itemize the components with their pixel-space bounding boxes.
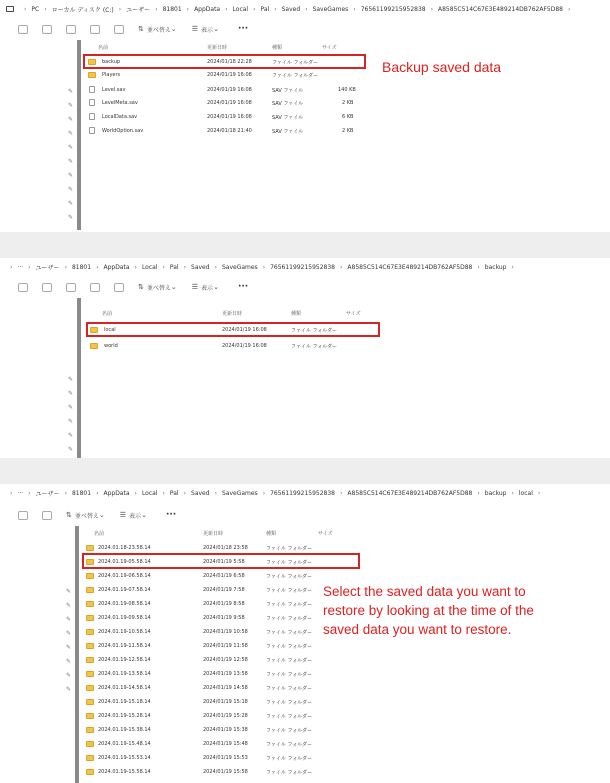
- share-icon[interactable]: [90, 25, 100, 34]
- chevron-right-icon: ›: [28, 263, 31, 271]
- column-headers: [84, 42, 374, 54]
- sort-label: 並べ替え: [146, 26, 171, 34]
- file-type: ファイル フォルダー: [266, 630, 313, 636]
- file-row[interactable]: [80, 668, 360, 681]
- file-date: 2024/01/19 6:58: [203, 573, 245, 579]
- breadcrumb-steamid[interactable]: 76561199215952838: [270, 263, 335, 271]
- file-date: 2024/01/19 16:08: [207, 72, 252, 78]
- breadcrumb-saved[interactable]: Saved: [191, 489, 210, 497]
- pin-icon: ✎: [68, 116, 74, 123]
- highlight-box: [82, 553, 360, 569]
- column-date[interactable]: 更新日時: [207, 45, 228, 51]
- file-date: 2024/01/19 16:08: [207, 87, 252, 93]
- pin-icon: ✎: [66, 658, 72, 665]
- column-name[interactable]: 名前: [94, 531, 105, 537]
- address-bar[interactable]: [0, 258, 610, 276]
- chevron-down-icon: ⌄: [170, 283, 177, 291]
- file-name: 2024.01.19-06.58.14: [98, 573, 151, 579]
- file-name: 2024.01.19-15.48.14: [98, 741, 151, 747]
- view-button[interactable]: [120, 511, 150, 520]
- file-date: 2024/01/19 15:58: [203, 769, 248, 775]
- breadcrumb-user[interactable]: 81801: [162, 5, 182, 13]
- explorer-panel-backup: [0, 258, 610, 458]
- file-date: 2024/01/19 10:58: [203, 629, 248, 635]
- file-type: ファイル フォルダー: [266, 742, 313, 748]
- breadcrumb-steamid[interactable]: 76561199215952838: [360, 5, 426, 13]
- file-name: Players: [102, 72, 121, 78]
- file-date: 2024/01/19 8:58: [203, 601, 245, 607]
- breadcrumb-overflow[interactable]: ···: [17, 263, 24, 271]
- pin-icon: ✎: [68, 214, 74, 221]
- sort-icon: ⇅: [138, 25, 144, 33]
- breadcrumb-backup[interactable]: backup: [484, 263, 507, 271]
- file-row[interactable]: [80, 710, 360, 723]
- cut-icon[interactable]: [18, 25, 28, 34]
- column-date[interactable]: 更新日時: [203, 531, 224, 537]
- file-icon: [89, 113, 95, 120]
- column-size[interactable]: サイズ: [346, 311, 361, 317]
- column-headers: [84, 308, 384, 320]
- column-name[interactable]: 名前: [98, 45, 109, 51]
- folder-icon: [86, 545, 94, 551]
- file-type: ファイル フォルダー: [266, 588, 313, 594]
- sort-button[interactable]: [138, 283, 180, 292]
- file-type: ファイル フォルダー: [266, 574, 313, 580]
- pin-icon: ✎: [66, 672, 72, 679]
- file-row[interactable]: [80, 640, 360, 653]
- breadcrumb-savegames[interactable]: SaveGames: [221, 489, 258, 497]
- file-date: 2024/01/19 15:18: [203, 699, 248, 705]
- file-type: ファイル フォルダー: [266, 560, 313, 566]
- file-type: ファイル フォルダー: [266, 658, 313, 664]
- pc-icon: [6, 6, 14, 12]
- pin-icon: ✎: [68, 376, 74, 383]
- file-type: ファイル フォルダー: [266, 686, 313, 692]
- file-row[interactable]: [84, 340, 384, 353]
- file-name: world: [104, 343, 118, 349]
- pin-icon: ✎: [66, 588, 72, 595]
- breadcrumb-overflow[interactable]: ···: [17, 489, 24, 497]
- annotation-backup: Backup saved data: [382, 59, 502, 75]
- breadcrumb-saved[interactable]: Saved: [191, 263, 210, 271]
- file-type: SAV ファイル: [272, 129, 304, 135]
- file-type: ファイル フォルダー: [266, 546, 313, 552]
- file-date: 2024/01/19 16:08: [207, 100, 252, 106]
- more-button[interactable]: ···: [237, 24, 249, 34]
- breadcrumb-savegames[interactable]: SaveGames: [221, 263, 258, 271]
- view-label: 表示: [129, 512, 142, 520]
- file-date: 2024/01/19 15:48: [203, 741, 248, 747]
- file-row[interactable]: [80, 724, 360, 737]
- file-row[interactable]: [80, 598, 360, 611]
- pin-icon: ✎: [68, 432, 74, 439]
- navigation-pane[interactable]: [0, 40, 76, 232]
- folder-icon: [86, 587, 94, 593]
- folder-icon: [86, 573, 94, 579]
- file-date: 2024/01/19 15:38: [203, 727, 248, 733]
- folder-icon: [86, 657, 94, 663]
- file-name: 2024.01.19-12.58.14: [98, 657, 151, 663]
- file-type: ファイル フォルダー: [272, 60, 319, 66]
- folder-icon: [86, 629, 94, 635]
- file-type: SAV ファイル: [272, 88, 304, 94]
- chevron-down-icon: ⌄: [213, 283, 219, 291]
- file-row[interactable]: [80, 626, 360, 639]
- folder-icon: [86, 601, 94, 607]
- file-icon: [89, 86, 95, 93]
- view-button[interactable]: [192, 25, 222, 34]
- breadcrumb-appdata[interactable]: AppData: [103, 263, 130, 271]
- folder-icon: [86, 769, 94, 775]
- breadcrumb-user[interactable]: 81801: [71, 263, 92, 271]
- sort-icon: ⇅: [138, 283, 144, 291]
- annotation-line: saved data you want to restore.: [323, 622, 512, 637]
- file-name: local: [104, 327, 116, 333]
- column-size[interactable]: サイズ: [318, 531, 333, 537]
- address-bar[interactable]: [0, 0, 610, 18]
- folder-icon: [86, 643, 94, 649]
- pin-icon: ✎: [68, 130, 74, 137]
- file-name: 2024.01.19-08.58.14: [98, 601, 151, 607]
- breadcrumb-worldid[interactable]: A8585C514C67E3E489214DB762AF5D88: [438, 5, 563, 13]
- column-date[interactable]: 更新日時: [222, 311, 243, 317]
- file-name: 2024.01.19-14.58.14: [98, 685, 151, 691]
- copy-icon[interactable]: [18, 511, 28, 520]
- column-type[interactable]: 種類: [266, 531, 277, 537]
- file-date: 2024/01/19 7:58: [203, 587, 245, 593]
- separator: [0, 232, 610, 258]
- pane-splitter[interactable]: [77, 298, 81, 458]
- file-type: ファイル フォルダー: [266, 714, 313, 720]
- file-type: ファイル フォルダー: [272, 73, 319, 79]
- chevron-right-icon: ›: [183, 263, 187, 271]
- breadcrumb-local-disk[interactable]: ローカル ディスク (C:): [51, 6, 114, 14]
- pin-icon: ✎: [66, 644, 72, 651]
- file-type: ファイル フォルダー: [266, 728, 313, 734]
- pin-icon: ✎: [68, 200, 74, 207]
- chevron-right-icon: ›: [430, 5, 433, 13]
- file-name: 2024.01.19-07.58.14: [98, 587, 151, 593]
- file-row[interactable]: [84, 84, 374, 97]
- file-name: 2024.01.19-15.58.14: [98, 769, 151, 775]
- toolbar: [0, 18, 610, 40]
- more-button[interactable]: ···: [237, 282, 249, 292]
- chevron-right-icon: ›: [340, 263, 343, 271]
- chevron-right-icon: ›: [96, 489, 99, 497]
- file-row[interactable]: [80, 682, 360, 695]
- chevron-right-icon: ›: [162, 263, 165, 271]
- delete-icon[interactable]: [114, 283, 124, 292]
- chevron-right-icon: ›: [44, 5, 47, 13]
- file-type: ファイル フォルダー: [266, 644, 313, 650]
- breadcrumb-steamid[interactable]: 76561199215952838: [270, 489, 335, 497]
- chevron-right-icon: ›: [511, 489, 514, 497]
- paste-icon[interactable]: [66, 283, 76, 292]
- file-name: 2024.01.18-23.58.14: [98, 545, 151, 551]
- file-date: 2024/01/19 12:58: [203, 657, 248, 663]
- file-date: 2024/01/19 15:28: [203, 713, 248, 719]
- file-row[interactable]: [80, 654, 360, 667]
- highlight-box: [83, 54, 366, 69]
- folder-icon: [86, 727, 94, 733]
- file-row[interactable]: [80, 584, 360, 597]
- chevron-right-icon: ›: [353, 5, 356, 13]
- explorer-panel-local: [0, 484, 610, 783]
- chevron-right-icon: ›: [64, 489, 67, 497]
- breadcrumb-users[interactable]: ユーザー: [35, 490, 60, 498]
- toolbar: [0, 276, 610, 298]
- file-row[interactable]: [84, 111, 374, 124]
- file-type: ファイル フォルダー: [266, 770, 313, 776]
- file-date: 2024/01/19 14:58: [203, 685, 248, 691]
- chevron-right-icon: ›: [28, 489, 31, 497]
- pin-icon: ✎: [68, 102, 74, 109]
- file-date: 2024/01/19 16:08: [222, 327, 267, 333]
- sort-button[interactable]: [66, 511, 108, 520]
- breadcrumb-savegames[interactable]: SaveGames: [312, 5, 349, 13]
- file-date: 2024/01/19 16:08: [222, 343, 267, 349]
- delete-icon[interactable]: [114, 25, 124, 34]
- file-name: WorldOption.sav: [102, 128, 144, 134]
- navigation-pane[interactable]: [0, 298, 76, 458]
- chevron-right-icon: ›: [340, 489, 343, 497]
- chevron-right-icon: ›: [511, 263, 514, 271]
- column-type[interactable]: 種類: [272, 45, 283, 51]
- file-type: ファイル フォルダー: [291, 328, 338, 334]
- folder-icon: [86, 741, 94, 747]
- file-date: 2024/01/19 5:58: [203, 559, 245, 565]
- file-date: 2024/01/18 22:28: [207, 59, 252, 65]
- share-icon[interactable]: [90, 283, 100, 292]
- folder-icon: [86, 671, 94, 677]
- chevron-right-icon: ›: [262, 263, 266, 271]
- sort-label: 並べ替え: [146, 284, 171, 292]
- chevron-right-icon: ›: [118, 5, 122, 13]
- breadcrumb-local[interactable]: Local: [141, 263, 158, 271]
- view-label: 表示: [201, 26, 214, 34]
- file-type: ファイル フォルダー: [266, 672, 313, 678]
- navigation-pane[interactable]: [0, 526, 76, 783]
- chevron-right-icon: ›: [24, 5, 27, 13]
- sort-button[interactable]: [138, 25, 180, 34]
- copy-icon[interactable]: [42, 25, 52, 34]
- chevron-right-icon: ›: [225, 5, 228, 13]
- delete-icon[interactable]: [42, 511, 52, 520]
- file-row[interactable]: [80, 752, 360, 765]
- file-name: 2024.01.19-15.18.14: [98, 699, 151, 705]
- file-size: 2 KB: [342, 128, 354, 134]
- breadcrumb-pc[interactable]: PC: [31, 5, 40, 13]
- breadcrumb-appdata[interactable]: AppData: [194, 5, 221, 13]
- more-button[interactable]: ···: [165, 510, 177, 520]
- chevron-right-icon: ›: [134, 263, 137, 271]
- breadcrumb-local[interactable]: Local: [141, 489, 158, 497]
- annotation-restore: [323, 582, 534, 639]
- chevron-right-icon: ›: [253, 5, 256, 13]
- file-type: ファイル フォルダー: [266, 602, 313, 608]
- view-icon: ☰: [191, 25, 199, 33]
- file-icon: [89, 127, 95, 134]
- file-name: backup: [102, 59, 121, 65]
- pin-icon: ✎: [68, 158, 74, 165]
- address-bar[interactable]: [0, 484, 610, 502]
- file-type: ファイル フォルダー: [266, 616, 313, 622]
- pane-splitter[interactable]: [77, 40, 81, 230]
- chevron-right-icon: ›: [10, 263, 13, 271]
- file-type: ファイル フォルダー: [291, 344, 338, 350]
- breadcrumb-worldid[interactable]: A8585C514C67E3E489214DB762AF5D88: [347, 263, 473, 271]
- file-name: 2024.01.19-10.58.14: [98, 629, 151, 635]
- pin-icon: ✎: [68, 404, 74, 411]
- breadcrumb-user[interactable]: 81801: [71, 489, 92, 497]
- separator: [0, 458, 610, 484]
- file-date: 2024/01/18 23:58: [203, 545, 248, 551]
- chevron-right-icon: ›: [162, 489, 165, 497]
- file-row[interactable]: [80, 612, 360, 625]
- chevron-right-icon: ›: [155, 5, 158, 13]
- pin-icon: ✎: [68, 186, 74, 193]
- file-name: LocalData.sav: [102, 114, 138, 120]
- column-name[interactable]: 名前: [102, 311, 113, 317]
- pin-icon: ✎: [68, 390, 74, 397]
- file-date: 2024/01/19 16:08: [207, 114, 252, 120]
- annotation-line: restore by looking at the time of the: [323, 603, 534, 618]
- column-headers: [80, 528, 360, 540]
- chevron-right-icon: ›: [477, 263, 480, 271]
- file-row[interactable]: [84, 125, 374, 138]
- folder-icon: [86, 755, 94, 761]
- file-type: SAV ファイル: [272, 101, 304, 107]
- chevron-down-icon: ⌄: [141, 511, 147, 519]
- pin-icon: ✎: [66, 686, 72, 693]
- pin-icon: ✎: [68, 418, 74, 425]
- breadcrumb-local[interactable]: Local: [232, 5, 249, 13]
- file-icon: [89, 99, 95, 106]
- chevron-down-icon: ⌄: [170, 25, 177, 33]
- file-row[interactable]: [80, 738, 360, 751]
- file-name: 2024.01.19-09.58.14: [98, 615, 151, 621]
- file-name: 2024.01.19-05.58.14: [98, 559, 151, 565]
- pin-icon: ✎: [68, 88, 74, 95]
- file-row[interactable]: [80, 766, 360, 779]
- folder-icon: [86, 685, 94, 691]
- chevron-right-icon: ›: [477, 489, 480, 497]
- annotation-line: Select the saved data you want to: [323, 584, 526, 599]
- file-row[interactable]: [84, 69, 374, 82]
- pin-icon: ✎: [68, 446, 74, 453]
- file-row[interactable]: [80, 570, 360, 583]
- view-icon: ☰: [119, 511, 127, 519]
- pane-splitter[interactable]: [75, 526, 79, 783]
- breadcrumb-pal[interactable]: Pal: [260, 5, 270, 13]
- breadcrumb-appdata[interactable]: AppData: [103, 489, 130, 497]
- file-type: ファイル フォルダー: [266, 700, 313, 706]
- chevron-right-icon: ›: [537, 489, 541, 497]
- view-button[interactable]: [192, 283, 222, 292]
- breadcrumb-users[interactable]: ユーザー: [126, 6, 151, 14]
- pin-icon: ✎: [66, 616, 72, 623]
- breadcrumb-worldid[interactable]: A8585C514C67E3E489214DB762AF5D88: [347, 489, 473, 497]
- file-date: 2024/01/19 11:58: [203, 643, 248, 649]
- folder-icon: [86, 615, 94, 621]
- file-date: 2024/01/18 21:40: [207, 128, 252, 134]
- highlight-box: [86, 322, 380, 337]
- chevron-right-icon: ›: [183, 489, 187, 497]
- file-date: 2024/01/19 9:58: [203, 615, 245, 621]
- breadcrumb-saved[interactable]: Saved: [281, 5, 301, 13]
- chevron-right-icon: ›: [274, 5, 277, 13]
- view-label: 表示: [201, 284, 214, 292]
- chevron-right-icon: ›: [96, 263, 99, 271]
- pin-icon: ✎: [66, 602, 72, 609]
- chevron-down-icon: ⌄: [213, 25, 219, 33]
- file-row[interactable]: [80, 696, 360, 709]
- file-type: SAV ファイル: [272, 115, 304, 121]
- file-name: 2024.01.19-15.53.14: [98, 755, 151, 761]
- folder-icon: [86, 713, 94, 719]
- file-size: 2 KB: [342, 100, 354, 106]
- pin-icon: ✎: [66, 630, 72, 637]
- breadcrumb-pal[interactable]: Pal: [169, 263, 179, 271]
- toolbar: [0, 504, 610, 526]
- file-size: 6 KB: [342, 114, 354, 120]
- sort-label: 並べ替え: [74, 512, 99, 520]
- folder-icon: [86, 699, 94, 705]
- chevron-right-icon: ›: [64, 263, 67, 271]
- file-row[interactable]: [84, 97, 374, 110]
- chevron-right-icon: ›: [134, 489, 137, 497]
- breadcrumb-users[interactable]: ユーザー: [35, 264, 60, 272]
- file-name: Level.sav: [102, 87, 126, 93]
- file-type: ファイル フォルダー: [266, 756, 313, 762]
- view-icon: ☰: [191, 283, 199, 291]
- chevron-down-icon: ⌄: [98, 511, 105, 519]
- file-date: 2024/01/19 15:53: [203, 755, 248, 761]
- chevron-right-icon: ›: [305, 5, 308, 13]
- file-name: 2024.01.19-13.58.14: [98, 671, 151, 677]
- file-name: 2024.01.19-15.28.14: [98, 713, 151, 719]
- chevron-right-icon: ›: [567, 5, 571, 13]
- column-type[interactable]: 種類: [291, 311, 302, 317]
- chevron-right-icon: ›: [214, 263, 217, 271]
- paste-icon[interactable]: [66, 25, 76, 34]
- folder-icon: [88, 72, 96, 78]
- breadcrumb-pal[interactable]: Pal: [169, 489, 179, 497]
- pin-icon: ✎: [68, 144, 74, 151]
- chevron-right-icon: ›: [10, 489, 13, 497]
- copy-icon[interactable]: [42, 283, 52, 292]
- cut-icon[interactable]: [18, 283, 28, 292]
- file-name: 2024.01.19-11.58.14: [98, 643, 151, 649]
- column-size[interactable]: サイズ: [322, 45, 337, 51]
- file-name: LevelMeta.sav: [102, 100, 138, 106]
- chevron-right-icon: ›: [262, 489, 266, 497]
- file-size: 140 KB: [338, 87, 356, 93]
- chevron-right-icon: ›: [214, 489, 217, 497]
- sort-icon: ⇅: [66, 511, 72, 519]
- breadcrumb-local-folder[interactable]: local: [518, 489, 533, 497]
- file-date: 2024/01/19 13:58: [203, 671, 248, 677]
- file-name: 2024.01.19-15.38.14: [98, 727, 151, 733]
- explorer-panel-savegame: [0, 0, 610, 232]
- breadcrumb-backup[interactable]: backup: [484, 489, 507, 497]
- pin-icon: ✎: [68, 172, 74, 179]
- folder-icon: [90, 343, 98, 349]
- chevron-right-icon: ›: [186, 5, 190, 13]
